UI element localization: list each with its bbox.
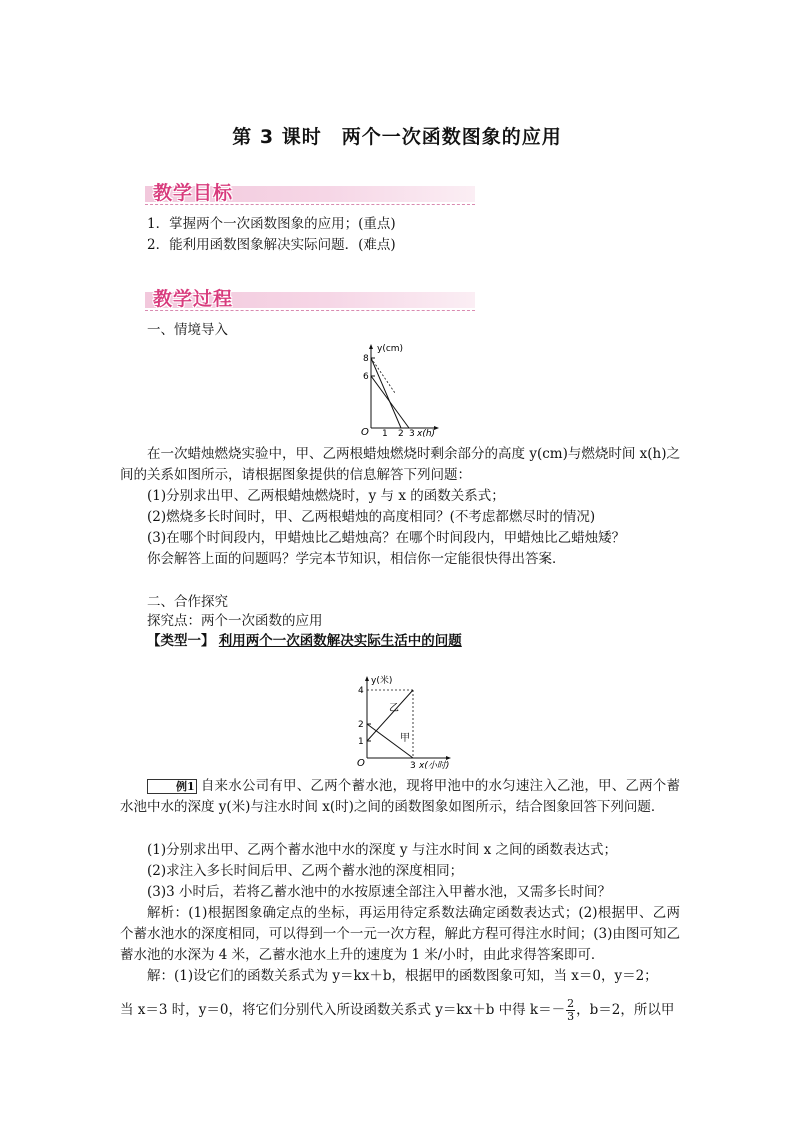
candle-line-yi (371, 376, 409, 428)
x-tick-label: 2 (398, 429, 404, 438)
example-tag: 例1 (147, 779, 197, 794)
y-axis-arrow (369, 344, 373, 349)
x-tick-label: 1 (382, 429, 388, 438)
page-title: 第 3 课时 两个一次函数图象的应用 (232, 126, 562, 148)
section-heading: 一、情境导入 (147, 322, 228, 338)
y-tick-label: 2 (358, 720, 364, 730)
series-label-yi: 乙 (389, 703, 399, 714)
intro-closing: 你会解答上面的问题吗？学完本节知识，相信你一定能很快得出答案． (147, 551, 566, 567)
example-text: 自来水公司有甲、乙两个蓄水池，现将甲池中的水匀速注入乙池，甲、乙两个蓄水池中水的深度 y(米)与注水时间 x(时)之间的函数图象如图所示，结合图象回答下列问题． (120, 778, 680, 815)
goal-item: 2．能利用函数图象解决实际问题．(难点) (147, 237, 396, 253)
y-tick-label: 1 (358, 737, 364, 747)
solution-text: ，b＝2，所以甲 (576, 1002, 675, 1018)
question-item: (2)燃烧多长时间时，甲、乙两根蜡烛的高度相同？(不考虑都燃尽时的情况) (147, 509, 596, 525)
candle-line-jia (371, 358, 401, 428)
question-item: (1)分别求出甲、乙两个蓄水池中水的深度 y 与注水时间 x 之间的函数表达式； (147, 842, 618, 858)
series-label-jia: 甲 (400, 733, 410, 744)
fraction (566, 998, 575, 1023)
origin-label: O (357, 758, 365, 769)
y-tick-label: 6 (363, 372, 369, 382)
solution-line (120, 996, 674, 1024)
y-axis-label: y(cm) (377, 344, 404, 354)
explore-point: 探究点：两个一次函数的应用 (147, 613, 323, 629)
y-axis-arrow (365, 676, 369, 681)
x-tick-label: 3 (410, 761, 416, 771)
x-axis-label: x(小时) (419, 761, 450, 771)
type-heading (147, 631, 462, 652)
question-item: (2)求注入多长时间后甲、乙两个蓄水池的深度相同； (147, 863, 464, 879)
x-tick-label: 3 (409, 429, 415, 438)
candle-graph (355, 338, 445, 438)
question-item: (3)3 小时后，若将乙蓄水池中的水按原速全部注入甲蓄水池，又需多长时间？ (147, 884, 612, 900)
example-paragraph (120, 776, 680, 818)
x-axis-arrow (446, 756, 451, 760)
question-item: (1)分别求出甲、乙两根蜡烛燃烧时，y 与 x 的函数关系式； (147, 488, 505, 504)
section-heading: 二、合作探究 (147, 594, 228, 610)
type-title: 利用两个一次函数解决实际生活中的问题 (218, 633, 462, 649)
origin-label: O (361, 427, 369, 438)
solution-line: 解：(1)设它们的函数关系式为 y＝kx＋b，根据甲的函数图象可知，当 x＝0，y＝2； (147, 968, 658, 984)
type-tag: 【类型一】 (147, 633, 215, 649)
banner-label: 教学目标 (153, 182, 234, 204)
question-item: (3)在哪个时间段内，甲蜡烛比乙蜡烛高？在哪个时间段内，甲蜡烛比乙蜡烛矮？ (147, 530, 626, 546)
y-axis-label: y(米) (371, 676, 393, 686)
analysis-paragraph: 解析：(1)根据图象确定点的坐标，再运用待定系数法确定函数表达式；(2)根据甲、乙两个蓄水池水的深度相同，可以得到一个一元一次方程，解此方程可得注水时间；(3)由图可知乙蓄水池的水深为 4 米，乙蓄水池水上升的速度为 1 米/小时，由此求得答案即可． (120, 905, 680, 963)
x-axis-label: x(h) (417, 429, 436, 438)
reservoir-graph (345, 672, 455, 772)
solution-text: 当 x＝3 时，y＝0，将它们分别代入所设函数关系式 y＝kx＋b 中得 k＝－ (120, 1002, 566, 1018)
fraction-denominator: 3 (567, 1010, 575, 1023)
fraction-numerator: 2 (567, 997, 575, 1010)
y-tick-label: 8 (363, 354, 369, 364)
y-tick-label: 4 (358, 686, 364, 696)
intro-paragraph: 在一次蜡烛燃烧实验中，甲、乙两根蜡烛燃烧时剩余部分的高度 y(cm)与燃烧时间 x(h)之间的关系如图所示，请根据图象提供的信息解答下列问题： (120, 446, 680, 483)
banner-label: 教学过程 (153, 288, 234, 310)
section-banner-goals (145, 178, 475, 208)
goal-item: 1．掌握两个一次函数图象的应用；(重点) (147, 216, 396, 232)
section-banner-process (145, 284, 475, 314)
